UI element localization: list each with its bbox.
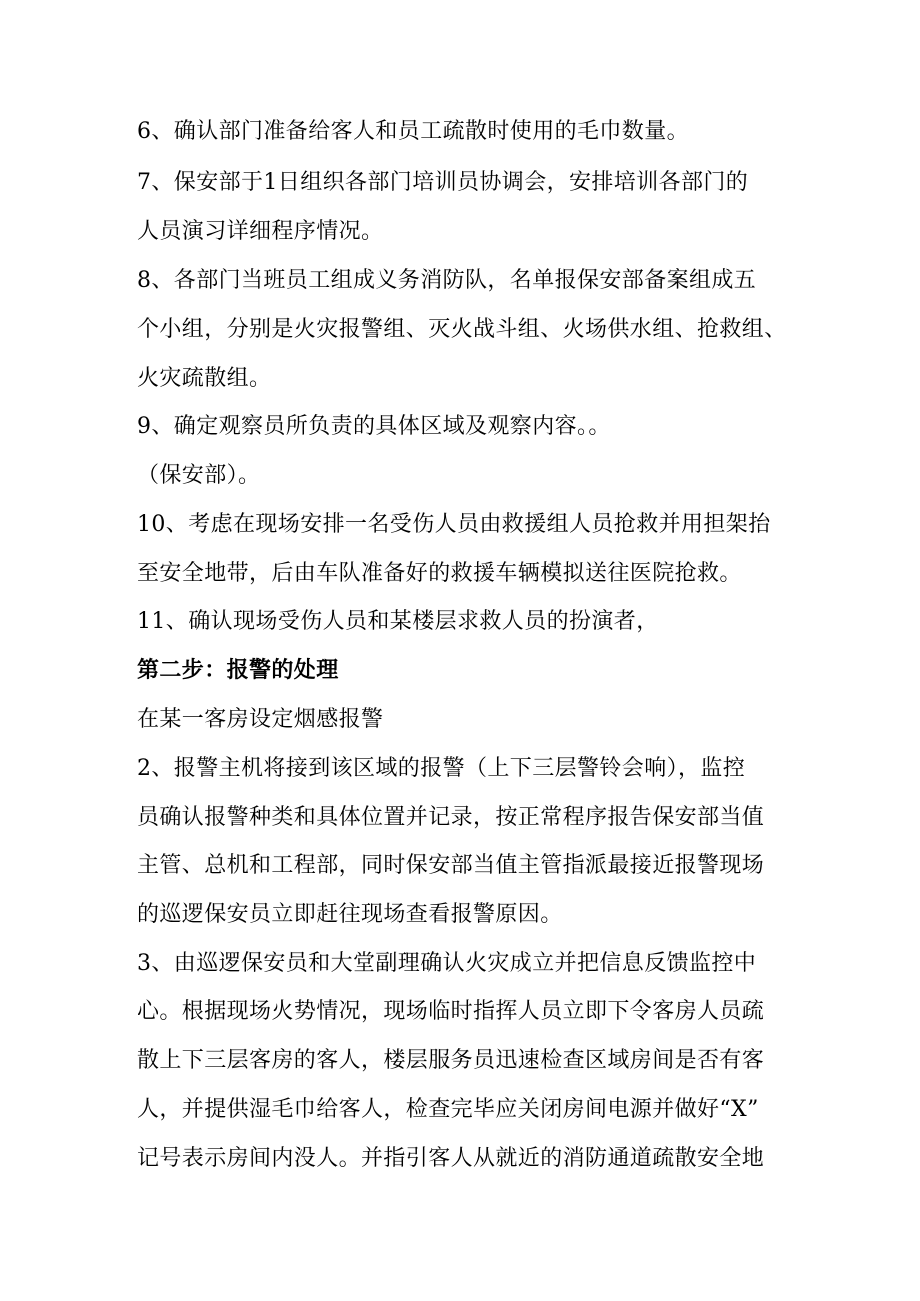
item-9-line: 9、确定观察员所负责的具体区域及观察内容。。 bbox=[137, 414, 611, 439]
responsible-dept-note: （保安部）。 bbox=[137, 463, 261, 488]
item-7-line-1: 7、保安部于1日组织各部门培训员协调会，安排培训各部门的 bbox=[137, 170, 749, 195]
item-8-line-1: 8、各部门当班员工组成义务消防队，名单报保安部备案组成五 bbox=[137, 268, 757, 293]
step-2-item-3-line-5: 记号表示房间内没人。并指引客人从就近的消防通道疏散安全地 bbox=[137, 1146, 765, 1171]
item-10-line-1: 10、考虑在现场安排一名受伤人员由救援组人员抢救并用担架抬 bbox=[137, 512, 771, 537]
step-2-item-2-line-3: 主管、总机和工程部，同时保安部当值主管指派最接近报警现场 bbox=[137, 853, 765, 878]
step-2-item-3-line-4: 人，并提供湿毛巾给客人，检查完毕应关闭房间电源并做好“X” bbox=[137, 1097, 759, 1122]
step-2-item-3-line-3: 散上下三层客房的客人，楼层服务员迅速检查区域房间是否有客 bbox=[137, 1048, 765, 1073]
step-2-item-2-line-1: 2、报警主机将接到该区域的报警（上下三层警铃会响），监控 bbox=[137, 756, 746, 781]
item-7-line-2: 人员演习详细程序情况。 bbox=[137, 219, 384, 244]
item-8-line-3: 火灾疏散组。 bbox=[137, 366, 272, 391]
item-8-line-2: 个小组，分别是火灾报警组、灭火战斗组、火场供水组、抢救组、 bbox=[137, 317, 787, 342]
step-2-item-2-line-2: 员确认报警种类和具体位置并记录，按正常程序报告保安部当值 bbox=[137, 805, 765, 830]
step-2-item-3-line-2: 心。根据现场火势情况，现场临时指挥人员立即下令客房人员疏 bbox=[137, 999, 765, 1024]
item-6-line: 6、确认部门准备给客人和员工疏散时使用的毛巾数量。 bbox=[137, 119, 689, 144]
step-2-heading: 第二步：报警的处理 bbox=[137, 658, 339, 683]
item-11-line: 11、确认现场受伤人员和某楼层求救人员的扮演者， bbox=[137, 609, 659, 634]
step-2-item-2-line-4: 的巡逻保安员立即赶往现场查看报警原因。 bbox=[137, 902, 563, 927]
item-10-line-2: 至安全地带，后由车队准备好的救援车辆模拟送往医院抢救。 bbox=[137, 561, 742, 586]
step-2-item-3-line-1: 3、由巡逻保安员和大堂副理确认火灾成立并把信息反馈监控中 bbox=[137, 951, 757, 976]
step-2-intro: 在某一客房设定烟感报警 bbox=[137, 707, 384, 732]
